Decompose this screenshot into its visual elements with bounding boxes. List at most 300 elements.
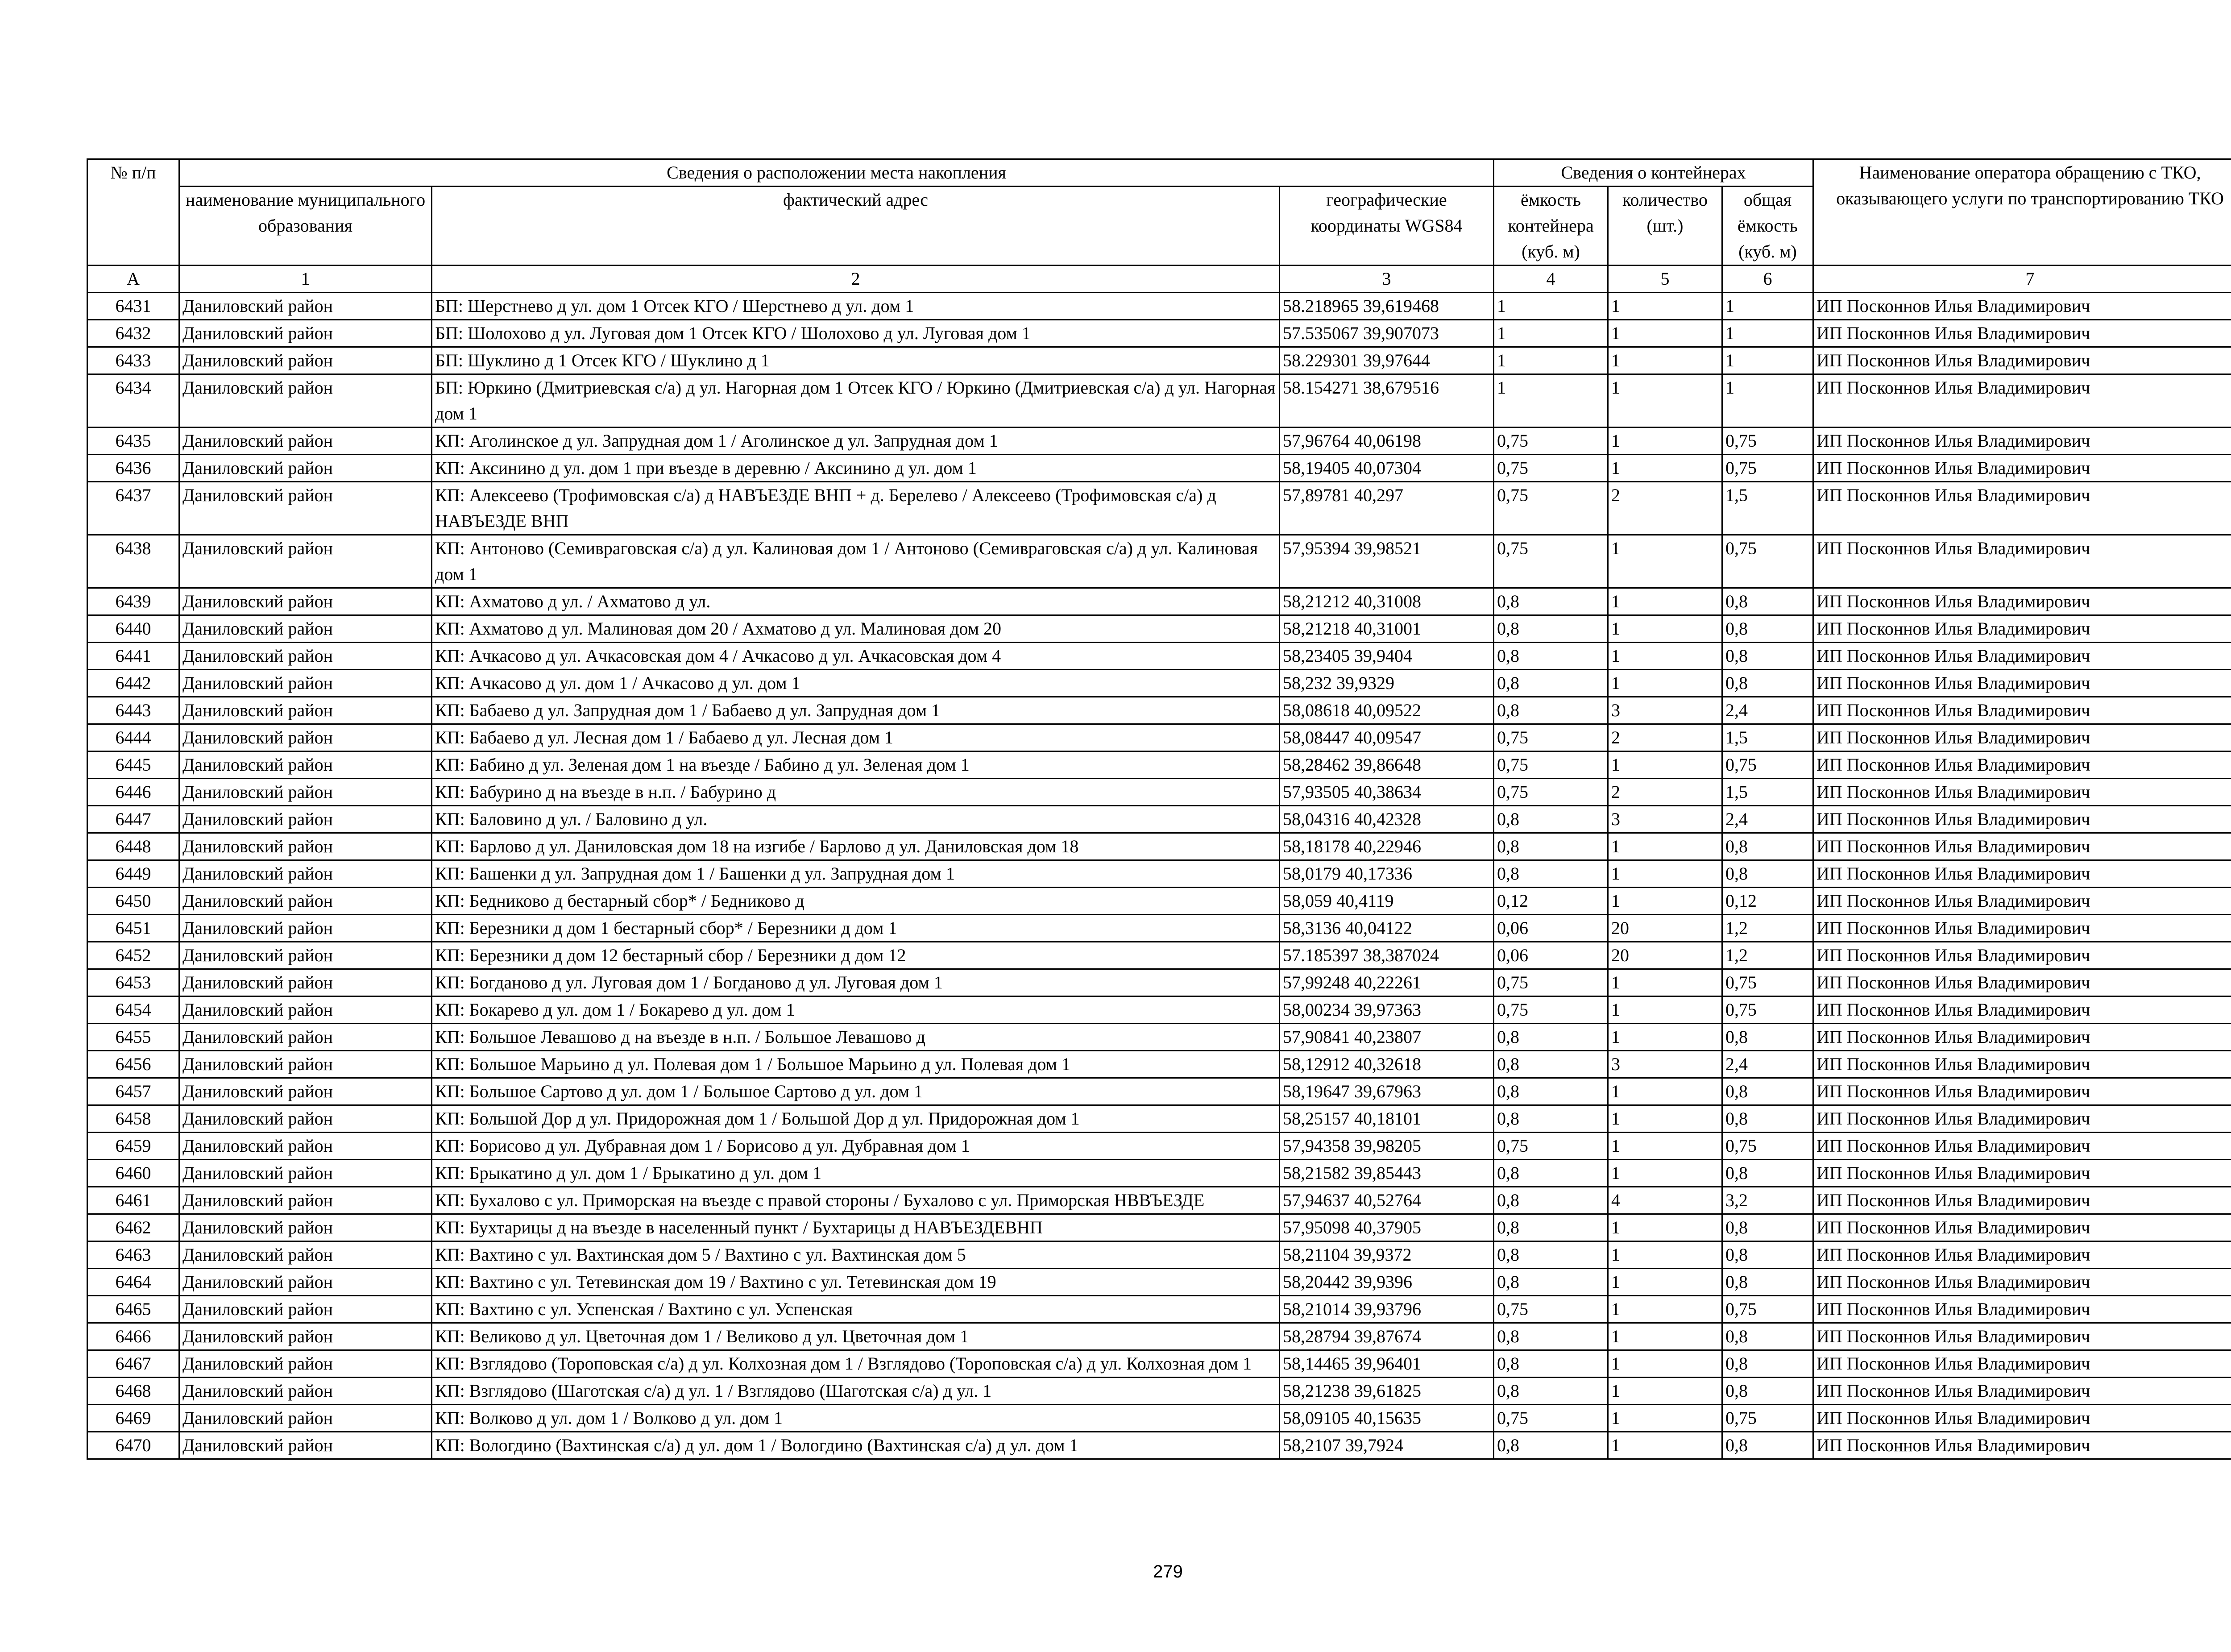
table-row xyxy=(87,779,2231,806)
table-row xyxy=(87,806,2231,833)
cell-district: Даниловский район xyxy=(179,996,432,1024)
cell-address: КП: Антоново (Семивраговская с/а) д ул. Калиновая дом 1 / Антоново (Семивраговская с/а) д ул. Калиновая дом 1 xyxy=(432,535,1280,588)
cell-address: КП: Вахтино с ул. Успенская / Вахтино с ул. Успенская xyxy=(432,1296,1280,1323)
cell-address: КП: Вахтино с ул. Вахтинская дом 5 / Вахтино с ул. Вахтинская дом 5 xyxy=(432,1241,1280,1269)
cell-num: 6451 xyxy=(87,915,179,942)
cell-coords: 58,14465 39,96401 xyxy=(1280,1350,1494,1378)
cell-coords: 58,0179 40,17336 xyxy=(1280,860,1494,888)
column-index-cell: А xyxy=(87,266,179,293)
cell-total: 0,8 xyxy=(1722,643,1813,670)
cell-operator: ИП Посконнов Илья Владимирович xyxy=(1813,1214,2231,1241)
cell-coords: 58,00234 39,97363 xyxy=(1280,996,1494,1024)
header-address: фактический адрес xyxy=(432,187,1280,266)
cell-num: 6439 xyxy=(87,588,179,615)
cell-coords: 58,21014 39,93796 xyxy=(1280,1296,1494,1323)
cell-address: КП: Волково д ул. дом 1 / Волково д ул. дом 1 xyxy=(432,1405,1280,1432)
cell-num: 6453 xyxy=(87,969,179,996)
cell-address: КП: Барлово д ул. Даниловская дом 18 на изгибе / Барлово д ул. Даниловская дом 18 xyxy=(432,833,1280,860)
cell-district: Даниловский район xyxy=(179,888,432,915)
cell-coords: 57.535067 39,907073 xyxy=(1280,320,1494,347)
cell-operator: ИП Посконнов Илья Владимирович xyxy=(1813,615,2231,643)
cell-quantity: 1 xyxy=(1608,1350,1722,1378)
cell-district: Даниловский район xyxy=(179,1405,432,1432)
cell-num: 6433 xyxy=(87,347,179,374)
cell-coords: 58.229301 39,97644 xyxy=(1280,347,1494,374)
table-row xyxy=(87,1187,2231,1214)
table-row xyxy=(87,482,2231,535)
table-row xyxy=(87,1024,2231,1051)
cell-district: Даниловский район xyxy=(179,1160,432,1187)
cell-quantity: 1 xyxy=(1608,428,1722,455)
cell-quantity: 2 xyxy=(1608,779,1722,806)
cell-num: 6436 xyxy=(87,455,179,482)
table-body xyxy=(87,293,2231,1459)
cell-capacity: 0,8 xyxy=(1494,1269,1608,1296)
cell-quantity: 1 xyxy=(1608,670,1722,697)
cell-district: Даниловский район xyxy=(179,1241,432,1269)
cell-coords: 58,08618 40,09522 xyxy=(1280,697,1494,724)
cell-num: 6449 xyxy=(87,860,179,888)
cell-total: 0,8 xyxy=(1722,1160,1813,1187)
cell-capacity: 0,12 xyxy=(1494,888,1608,915)
cell-address: КП: Ачкасово д ул. дом 1 / Ачкасово д ул. дом 1 xyxy=(432,670,1280,697)
cell-address: БП: Шолохово д ул. Луговая дом 1 Отсек КГО / Шолохово д ул. Луговая дом 1 xyxy=(432,320,1280,347)
cell-total: 0,75 xyxy=(1722,1296,1813,1323)
cell-total: 0,12 xyxy=(1722,888,1813,915)
cell-quantity: 1 xyxy=(1608,1269,1722,1296)
table-row xyxy=(87,1133,2231,1160)
cell-address: КП: Брыкатино д ул. дом 1 / Брыкатино д ул. дом 1 xyxy=(432,1160,1280,1187)
cell-address: КП: Аксинино д ул. дом 1 при въезде в деревню / Аксинино д ул. дом 1 xyxy=(432,455,1280,482)
cell-capacity: 0,75 xyxy=(1494,724,1608,751)
cell-coords: 57,94637 40,52764 xyxy=(1280,1187,1494,1214)
cell-total: 0,8 xyxy=(1722,860,1813,888)
cell-total: 1 xyxy=(1722,320,1813,347)
cell-operator: ИП Посконнов Илья Владимирович xyxy=(1813,779,2231,806)
cell-num: 6456 xyxy=(87,1051,179,1078)
cell-quantity: 2 xyxy=(1608,482,1722,535)
table-row xyxy=(87,1214,2231,1241)
cell-capacity: 0,8 xyxy=(1494,833,1608,860)
cell-quantity: 1 xyxy=(1608,347,1722,374)
cell-operator: ИП Посконнов Илья Владимирович xyxy=(1813,806,2231,833)
table-row xyxy=(87,1350,2231,1378)
cell-total: 2,4 xyxy=(1722,697,1813,724)
cell-address: КП: Большое Сартово д ул. дом 1 / Большое Сартово д ул. дом 1 xyxy=(432,1078,1280,1105)
cell-operator: ИП Посконнов Илья Владимирович xyxy=(1813,1432,2231,1459)
cell-total: 0,8 xyxy=(1722,1105,1813,1133)
cell-district: Даниловский район xyxy=(179,1378,432,1405)
header-num: № п/п xyxy=(87,159,179,266)
column-index-cell: 7 xyxy=(1813,266,2231,293)
cell-district: Даниловский район xyxy=(179,942,432,969)
cell-address: КП: Борисово д ул. Дубравная дом 1 / Борисово д ул. Дубравная дом 1 xyxy=(432,1133,1280,1160)
cell-coords: 58,21218 40,31001 xyxy=(1280,615,1494,643)
cell-total: 0,75 xyxy=(1722,969,1813,996)
cell-coords: 58,08447 40,09547 xyxy=(1280,724,1494,751)
column-index-cell: 3 xyxy=(1280,266,1494,293)
cell-capacity: 0,8 xyxy=(1494,860,1608,888)
table-row xyxy=(87,1432,2231,1459)
cell-address: КП: Богданово д ул. Луговая дом 1 / Богданово д ул. Луговая дом 1 xyxy=(432,969,1280,996)
cell-address: КП: Вахтино с ул. Тетевинская дом 19 / Вахтино с ул. Тетевинская дом 19 xyxy=(432,1269,1280,1296)
header-row-groups xyxy=(87,159,2231,187)
cell-district: Даниловский район xyxy=(179,1133,432,1160)
cell-num: 6447 xyxy=(87,806,179,833)
cell-quantity: 1 xyxy=(1608,1105,1722,1133)
table-row xyxy=(87,428,2231,455)
cell-total: 0,8 xyxy=(1722,1378,1813,1405)
cell-address: КП: Вологдино (Вахтинская с/а) д ул. дом 1 / Вологдино (Вахтинская с/а) д ул. дом 1 xyxy=(432,1432,1280,1459)
cell-num: 6442 xyxy=(87,670,179,697)
cell-quantity: 2 xyxy=(1608,724,1722,751)
cell-district: Даниловский район xyxy=(179,751,432,779)
cell-coords: 58,25157 40,18101 xyxy=(1280,1105,1494,1133)
cell-quantity: 1 xyxy=(1608,751,1722,779)
cell-quantity: 1 xyxy=(1608,1296,1722,1323)
cell-address: КП: Взглядово (Шаготская с/а) д ул. 1 / Взглядово (Шаготская с/а) д ул. 1 xyxy=(432,1378,1280,1405)
cell-num: 6460 xyxy=(87,1160,179,1187)
table-row xyxy=(87,833,2231,860)
cell-district: Даниловский район xyxy=(179,1024,432,1051)
cell-district: Даниловский район xyxy=(179,833,432,860)
cell-capacity: 0,8 xyxy=(1494,670,1608,697)
header-capacity: ёмкость контейнера (куб. м) xyxy=(1494,187,1608,266)
column-index-cell: 2 xyxy=(432,266,1280,293)
cell-capacity: 0,8 xyxy=(1494,1024,1608,1051)
cell-total: 0,8 xyxy=(1722,1350,1813,1378)
cell-quantity: 1 xyxy=(1608,1323,1722,1350)
cell-address: КП: Большое Левашово д на въезде в н.п. / Большое Левашово д xyxy=(432,1024,1280,1051)
cell-capacity: 0,8 xyxy=(1494,1350,1608,1378)
table-row xyxy=(87,1241,2231,1269)
cell-operator: ИП Посконнов Илья Владимирович xyxy=(1813,293,2231,320)
cell-total: 1,2 xyxy=(1722,915,1813,942)
header-operator: Наименование оператора обращению с ТКО, оказывающего услуги по транспортированию ТКО xyxy=(1813,159,2231,266)
cell-num: 6468 xyxy=(87,1378,179,1405)
cell-total: 0,75 xyxy=(1722,535,1813,588)
cell-coords: 57,99248 40,22261 xyxy=(1280,969,1494,996)
column-index-cell: 5 xyxy=(1608,266,1722,293)
cell-capacity: 0,06 xyxy=(1494,942,1608,969)
table-row xyxy=(87,860,2231,888)
cell-address: БП: Шуклино д 1 Отсек КГО / Шуклино д 1 xyxy=(432,347,1280,374)
cell-coords: 58,12912 40,32618 xyxy=(1280,1051,1494,1078)
table-row xyxy=(87,1296,2231,1323)
cell-address: КП: Бедниково д бестарный сбор* / Бедниково д xyxy=(432,888,1280,915)
cell-num: 6437 xyxy=(87,482,179,535)
table-row xyxy=(87,615,2231,643)
cell-quantity: 1 xyxy=(1608,293,1722,320)
cell-district: Даниловский район xyxy=(179,1296,432,1323)
table-row xyxy=(87,1323,2231,1350)
cell-total: 0,8 xyxy=(1722,833,1813,860)
cell-quantity: 4 xyxy=(1608,1187,1722,1214)
cell-operator: ИП Посконнов Илья Владимирович xyxy=(1813,1323,2231,1350)
cell-operator: ИП Посконнов Илья Владимирович xyxy=(1813,751,2231,779)
cell-capacity: 0,8 xyxy=(1494,1323,1608,1350)
cell-operator: ИП Посконнов Илья Владимирович xyxy=(1813,969,2231,996)
cell-address: КП: Бабино д ул. Зеленая дом 1 на въезде / Бабино д ул. Зеленая дом 1 xyxy=(432,751,1280,779)
cell-capacity: 0,8 xyxy=(1494,588,1608,615)
cell-capacity: 0,8 xyxy=(1494,1378,1608,1405)
table-row xyxy=(87,374,2231,428)
table-row xyxy=(87,293,2231,320)
cell-operator: ИП Посконнов Илья Владимирович xyxy=(1813,482,2231,535)
cell-district: Даниловский район xyxy=(179,320,432,347)
cell-num: 6463 xyxy=(87,1241,179,1269)
cell-address: КП: Аголинское д ул. Запрудная дом 1 / Аголинское д ул. Запрудная дом 1 xyxy=(432,428,1280,455)
table-row xyxy=(87,1105,2231,1133)
cell-num: 6469 xyxy=(87,1405,179,1432)
column-index-cell: 4 xyxy=(1494,266,1608,293)
cell-quantity: 1 xyxy=(1608,1378,1722,1405)
cell-capacity: 0,8 xyxy=(1494,1432,1608,1459)
cell-coords: 58,18178 40,22946 xyxy=(1280,833,1494,860)
table-row xyxy=(87,697,2231,724)
cell-address: КП: Башенки д ул. Запрудная дом 1 / Башенки д ул. Запрудная дом 1 xyxy=(432,860,1280,888)
cell-district: Даниловский район xyxy=(179,1214,432,1241)
cell-coords: 58,19647 39,67963 xyxy=(1280,1078,1494,1105)
cell-quantity: 1 xyxy=(1608,1133,1722,1160)
header-coords: географические координаты WGS84 xyxy=(1280,187,1494,266)
cell-coords: 58.154271 38,679516 xyxy=(1280,374,1494,428)
table-row xyxy=(87,1078,2231,1105)
table-row xyxy=(87,535,2231,588)
cell-coords: 58,059 40,4119 xyxy=(1280,888,1494,915)
cell-operator: ИП Посконнов Илья Владимирович xyxy=(1813,1187,2231,1214)
cell-total: 0,8 xyxy=(1722,1024,1813,1051)
cell-district: Даниловский район xyxy=(179,724,432,751)
cell-district: Даниловский район xyxy=(179,535,432,588)
table-row xyxy=(87,996,2231,1024)
cell-address: КП: Бабаево д ул. Запрудная дом 1 / Бабаево д ул. Запрудная дом 1 xyxy=(432,697,1280,724)
cell-quantity: 1 xyxy=(1608,588,1722,615)
cell-total: 1,5 xyxy=(1722,779,1813,806)
cell-total: 0,8 xyxy=(1722,1269,1813,1296)
cell-capacity: 1 xyxy=(1494,347,1608,374)
cell-total: 0,75 xyxy=(1722,751,1813,779)
cell-num: 6438 xyxy=(87,535,179,588)
cell-num: 6465 xyxy=(87,1296,179,1323)
cell-district: Даниловский район xyxy=(179,1350,432,1378)
cell-district: Даниловский район xyxy=(179,374,432,428)
header-location-group: Сведения о расположении места накопления xyxy=(179,159,1494,187)
cell-capacity: 0,8 xyxy=(1494,1187,1608,1214)
cell-operator: ИП Посконнов Илья Владимирович xyxy=(1813,1078,2231,1105)
cell-quantity: 1 xyxy=(1608,996,1722,1024)
cell-operator: ИП Посконнов Илья Владимирович xyxy=(1813,670,2231,697)
table-row xyxy=(87,320,2231,347)
cell-coords: 58,04316 40,42328 xyxy=(1280,806,1494,833)
cell-num: 6446 xyxy=(87,779,179,806)
cell-num: 6466 xyxy=(87,1323,179,1350)
table-row xyxy=(87,670,2231,697)
table-row xyxy=(87,1269,2231,1296)
cell-operator: ИП Посконнов Илья Владимирович xyxy=(1813,915,2231,942)
cell-total: 0,8 xyxy=(1722,1214,1813,1241)
cell-coords: 58,3136 40,04122 xyxy=(1280,915,1494,942)
cell-coords: 57,90841 40,23807 xyxy=(1280,1024,1494,1051)
table-row xyxy=(87,1051,2231,1078)
cell-address: КП: Большой Дор д ул. Придорожная дом 1 / Большой Дор д ул. Придорожная дом 1 xyxy=(432,1105,1280,1133)
cell-total: 0,8 xyxy=(1722,1241,1813,1269)
registry-table xyxy=(87,158,2231,1460)
cell-coords: 58,21212 40,31008 xyxy=(1280,588,1494,615)
cell-address: КП: Ахматово д ул. / Ахматово д ул. xyxy=(432,588,1280,615)
cell-total: 1 xyxy=(1722,374,1813,428)
cell-num: 6432 xyxy=(87,320,179,347)
cell-district: Даниловский район xyxy=(179,455,432,482)
table-row xyxy=(87,724,2231,751)
cell-coords: 57,94358 39,98205 xyxy=(1280,1133,1494,1160)
cell-address: КП: Ахматово д ул. Малиновая дом 20 / Ахматово д ул. Малиновая дом 20 xyxy=(432,615,1280,643)
cell-num: 6462 xyxy=(87,1214,179,1241)
cell-operator: ИП Посконнов Илья Владимирович xyxy=(1813,1051,2231,1078)
cell-quantity: 1 xyxy=(1608,643,1722,670)
cell-coords: 58,09105 40,15635 xyxy=(1280,1405,1494,1432)
cell-address: КП: Березники д дом 1 бестарный сбор* / Березники д дом 1 xyxy=(432,915,1280,942)
cell-quantity: 1 xyxy=(1608,860,1722,888)
table-row xyxy=(87,1378,2231,1405)
cell-coords: 57.185397 38,387024 xyxy=(1280,942,1494,969)
cell-district: Даниловский район xyxy=(179,588,432,615)
table-row xyxy=(87,347,2231,374)
cell-coords: 58,28794 39,87674 xyxy=(1280,1323,1494,1350)
cell-operator: ИП Посконнов Илья Владимирович xyxy=(1813,697,2231,724)
cell-total: 0,75 xyxy=(1722,428,1813,455)
cell-address: БП: Юркино (Дмитриевская с/а) д ул. Нагорная дом 1 Отсек КГО / Юркино (Дмитриевская с/а) д ул. Нагорная дом 1 xyxy=(432,374,1280,428)
cell-operator: ИП Посконнов Илья Владимирович xyxy=(1813,1378,2231,1405)
cell-total: 1,5 xyxy=(1722,482,1813,535)
cell-capacity: 0,06 xyxy=(1494,915,1608,942)
cell-quantity: 3 xyxy=(1608,806,1722,833)
cell-num: 6467 xyxy=(87,1350,179,1378)
cell-capacity: 0,8 xyxy=(1494,615,1608,643)
cell-total: 0,75 xyxy=(1722,1405,1813,1432)
cell-coords: 58,28462 39,86648 xyxy=(1280,751,1494,779)
cell-district: Даниловский район xyxy=(179,293,432,320)
cell-address: КП: Бабаево д ул. Лесная дом 1 / Бабаево д ул. Лесная дом 1 xyxy=(432,724,1280,751)
cell-district: Даниловский район xyxy=(179,1105,432,1133)
cell-quantity: 1 xyxy=(1608,320,1722,347)
cell-quantity: 1 xyxy=(1608,888,1722,915)
cell-total: 3,2 xyxy=(1722,1187,1813,1214)
cell-operator: ИП Посконнов Илья Владимирович xyxy=(1813,347,2231,374)
cell-num: 6461 xyxy=(87,1187,179,1214)
cell-operator: ИП Посконнов Илья Владимирович xyxy=(1813,1024,2231,1051)
cell-operator: ИП Посконнов Илья Владимирович xyxy=(1813,1296,2231,1323)
cell-quantity: 1 xyxy=(1608,1214,1722,1241)
cell-total: 0,75 xyxy=(1722,1133,1813,1160)
cell-num: 6441 xyxy=(87,643,179,670)
cell-capacity: 0,8 xyxy=(1494,1051,1608,1078)
cell-capacity: 0,8 xyxy=(1494,1078,1608,1105)
cell-operator: ИП Посконнов Илья Владимирович xyxy=(1813,374,2231,428)
cell-operator: ИП Посконнов Илья Владимирович xyxy=(1813,1241,2231,1269)
cell-address: КП: Бухалово с ул. Приморская на въезде с правой стороны / Бухалово с ул. Приморская НВВЪЕЗДЕ xyxy=(432,1187,1280,1214)
column-index-cell: 6 xyxy=(1722,266,1813,293)
cell-num: 6459 xyxy=(87,1133,179,1160)
cell-total: 0,8 xyxy=(1722,588,1813,615)
table-header xyxy=(87,159,2231,293)
cell-num: 6434 xyxy=(87,374,179,428)
cell-coords: 57,93505 40,38634 xyxy=(1280,779,1494,806)
cell-coords: 57,96764 40,06198 xyxy=(1280,428,1494,455)
cell-coords: 58,21104 39,9372 xyxy=(1280,1241,1494,1269)
cell-capacity: 0,8 xyxy=(1494,1105,1608,1133)
table-row xyxy=(87,969,2231,996)
cell-district: Даниловский район xyxy=(179,643,432,670)
cell-capacity: 0,8 xyxy=(1494,1160,1608,1187)
cell-num: 6464 xyxy=(87,1269,179,1296)
cell-capacity: 0,8 xyxy=(1494,643,1608,670)
cell-district: Даниловский район xyxy=(179,1432,432,1459)
cell-operator: ИП Посконнов Илья Владимирович xyxy=(1813,455,2231,482)
table-row xyxy=(87,888,2231,915)
cell-operator: ИП Посконнов Илья Владимирович xyxy=(1813,1133,2231,1160)
cell-address: КП: Березники д дом 12 бестарный сбор / Березники д дом 12 xyxy=(432,942,1280,969)
cell-capacity: 1 xyxy=(1494,374,1608,428)
cell-coords: 58,19405 40,07304 xyxy=(1280,455,1494,482)
cell-district: Даниловский район xyxy=(179,670,432,697)
cell-capacity: 0,75 xyxy=(1494,779,1608,806)
cell-coords: 58,232 39,9329 xyxy=(1280,670,1494,697)
cell-operator: ИП Посконнов Илья Владимирович xyxy=(1813,1405,2231,1432)
header-containers-group: Сведения о контейнерах xyxy=(1494,159,1813,187)
cell-total: 1 xyxy=(1722,293,1813,320)
cell-operator: ИП Посконнов Илья Владимирович xyxy=(1813,833,2231,860)
table-row xyxy=(87,942,2231,969)
header-row-index xyxy=(87,266,2231,293)
cell-num: 6444 xyxy=(87,724,179,751)
cell-quantity: 1 xyxy=(1608,1160,1722,1187)
cell-address: КП: Алексеево (Трофимовская с/а) д НАВЪЕЗДЕ ВНП + д. Берелево / Алексеево (Трофимовская с/а) д НАВЪЕЗДЕ ВНП xyxy=(432,482,1280,535)
cell-district: Даниловский район xyxy=(179,428,432,455)
cell-num: 6470 xyxy=(87,1432,179,1459)
cell-address: КП: Великово д ул. Цветочная дом 1 / Великово д ул. Цветочная дом 1 xyxy=(432,1323,1280,1350)
cell-district: Даниловский район xyxy=(179,1051,432,1078)
cell-address: КП: Большое Марьино д ул. Полевая дом 1 / Большое Марьино д ул. Полевая дом 1 xyxy=(432,1051,1280,1078)
table-row xyxy=(87,915,2231,942)
cell-quantity: 1 xyxy=(1608,455,1722,482)
cell-operator: ИП Посконнов Илья Владимирович xyxy=(1813,643,2231,670)
cell-coords: 58,20442 39,9396 xyxy=(1280,1269,1494,1296)
cell-total: 0,75 xyxy=(1722,455,1813,482)
cell-num: 6454 xyxy=(87,996,179,1024)
cell-operator: ИП Посконнов Илья Владимирович xyxy=(1813,888,2231,915)
table-row xyxy=(87,1160,2231,1187)
cell-quantity: 1 xyxy=(1608,1241,1722,1269)
cell-address: КП: Баловино д ул. / Баловино д ул. xyxy=(432,806,1280,833)
cell-quantity: 3 xyxy=(1608,1051,1722,1078)
cell-num: 6450 xyxy=(87,888,179,915)
cell-capacity: 0,8 xyxy=(1494,697,1608,724)
cell-coords: 57,95394 39,98521 xyxy=(1280,535,1494,588)
cell-district: Даниловский район xyxy=(179,697,432,724)
cell-operator: ИП Посконнов Илья Владимирович xyxy=(1813,428,2231,455)
table-row xyxy=(87,455,2231,482)
cell-operator: ИП Посконнов Илья Владимирович xyxy=(1813,1350,2231,1378)
cell-capacity: 0,75 xyxy=(1494,1133,1608,1160)
cell-address: КП: Бабурино д на въезде в н.п. / Бабурино д xyxy=(432,779,1280,806)
cell-capacity: 1 xyxy=(1494,320,1608,347)
cell-operator: ИП Посконнов Илья Владимирович xyxy=(1813,320,2231,347)
cell-address: КП: Ачкасово д ул. Ачкасовская дом 4 / Ачкасово д ул. Ачкасовская дом 4 xyxy=(432,643,1280,670)
cell-district: Даниловский район xyxy=(179,482,432,535)
cell-district: Даниловский район xyxy=(179,1078,432,1105)
cell-district: Даниловский район xyxy=(179,1187,432,1214)
